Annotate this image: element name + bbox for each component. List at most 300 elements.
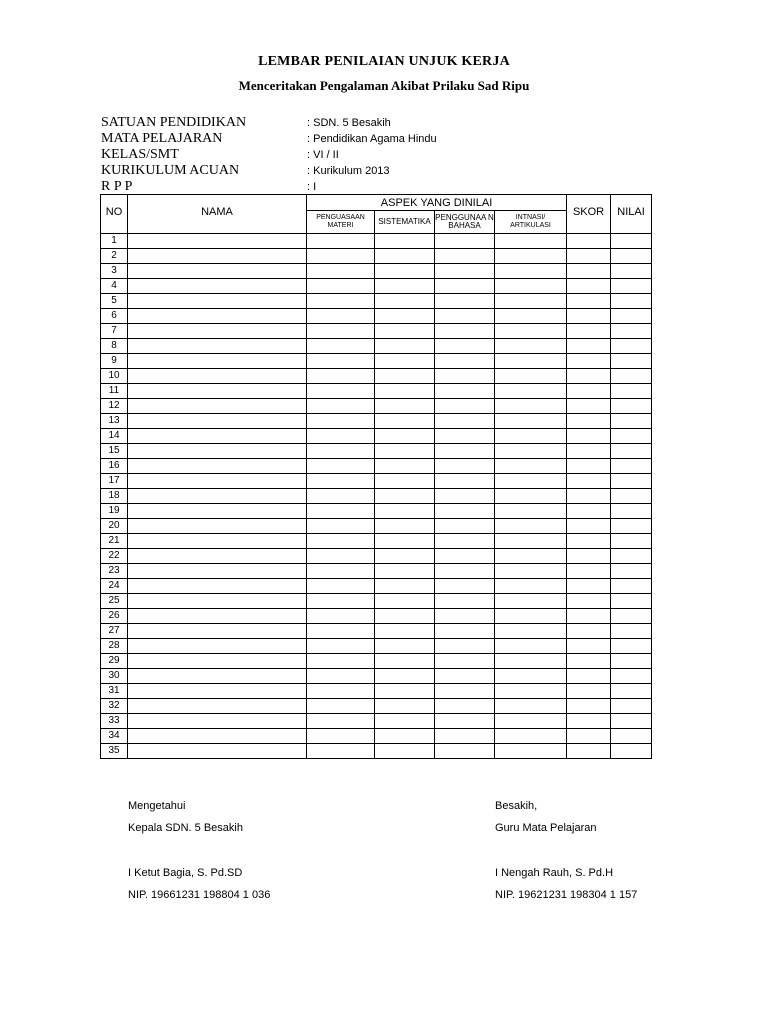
- cell-artikulasi[interactable]: [495, 384, 567, 399]
- cell-nilai[interactable]: [611, 489, 652, 504]
- cell-bahasa[interactable]: [435, 354, 495, 369]
- cell-skor[interactable]: [567, 279, 611, 294]
- cell-artikulasi[interactable]: [495, 324, 567, 339]
- cell-nama[interactable]: [128, 249, 307, 264]
- cell-skor[interactable]: [567, 384, 611, 399]
- cell-penguasaan[interactable]: [307, 684, 375, 699]
- cell-penguasaan[interactable]: [307, 534, 375, 549]
- cell-skor[interactable]: [567, 699, 611, 714]
- cell-nilai[interactable]: [611, 474, 652, 489]
- cell-nama[interactable]: [128, 489, 307, 504]
- header-skor: SKOR: [567, 195, 611, 234]
- cell-nilai[interactable]: [611, 264, 652, 279]
- cell-sistematika[interactable]: [375, 354, 435, 369]
- table-row: [101, 279, 652, 294]
- cell-nama[interactable]: [128, 459, 307, 474]
- signature-left: [128, 796, 270, 906]
- cell-nama[interactable]: [128, 744, 307, 759]
- cell-penguasaan[interactable]: [307, 504, 375, 519]
- cell-skor[interactable]: [567, 549, 611, 564]
- cell-skor[interactable]: [567, 669, 611, 684]
- cell-nama[interactable]: [128, 534, 307, 549]
- cell-penguasaan[interactable]: [307, 234, 375, 249]
- cell-nama[interactable]: [128, 384, 307, 399]
- table-row: [101, 609, 652, 624]
- info-label: KELAS/SMT: [101, 147, 179, 162]
- cell-penguasaan[interactable]: [307, 309, 375, 324]
- cell-skor[interactable]: [567, 624, 611, 639]
- cell-no: 22: [101, 549, 128, 564]
- cell-nilai[interactable]: [611, 609, 652, 624]
- cell-penguasaan[interactable]: [307, 279, 375, 294]
- cell-skor[interactable]: [567, 744, 611, 759]
- info-label: R P P: [101, 179, 133, 194]
- cell-nilai[interactable]: [611, 564, 652, 579]
- cell-artikulasi[interactable]: [495, 249, 567, 264]
- cell-nama[interactable]: [128, 594, 307, 609]
- cell-bahasa[interactable]: [435, 489, 495, 504]
- cell-nilai[interactable]: [611, 534, 652, 549]
- cell-penguasaan[interactable]: [307, 354, 375, 369]
- cell-sistematika[interactable]: [375, 594, 435, 609]
- cell-sistematika[interactable]: [375, 669, 435, 684]
- cell-nama[interactable]: [128, 339, 307, 354]
- cell-artikulasi[interactable]: [495, 444, 567, 459]
- cell-skor[interactable]: [567, 354, 611, 369]
- cell-bahasa[interactable]: [435, 669, 495, 684]
- cell-no: 12: [101, 399, 128, 414]
- cell-skor[interactable]: [567, 564, 611, 579]
- table-row: [101, 399, 652, 414]
- cell-no: 8: [101, 339, 128, 354]
- cell-nama[interactable]: [128, 609, 307, 624]
- cell-skor[interactable]: [567, 504, 611, 519]
- cell-sistematika[interactable]: [375, 729, 435, 744]
- cell-artikulasi[interactable]: [495, 594, 567, 609]
- cell-skor[interactable]: [567, 579, 611, 594]
- cell-nilai[interactable]: [611, 624, 652, 639]
- cell-artikulasi[interactable]: [495, 669, 567, 684]
- cell-no: 6: [101, 309, 128, 324]
- cell-skor[interactable]: [567, 489, 611, 504]
- cell-penguasaan[interactable]: [307, 384, 375, 399]
- table-row: [101, 324, 652, 339]
- info-value: : I: [307, 181, 317, 193]
- cell-penguasaan[interactable]: [307, 474, 375, 489]
- cell-penguasaan[interactable]: [307, 444, 375, 459]
- cell-penguasaan[interactable]: [307, 714, 375, 729]
- cell-bahasa[interactable]: [435, 609, 495, 624]
- cell-bahasa[interactable]: [435, 504, 495, 519]
- cell-bahasa[interactable]: [435, 294, 495, 309]
- cell-sistematika[interactable]: [375, 249, 435, 264]
- cell-bahasa[interactable]: [435, 684, 495, 699]
- cell-sistematika[interactable]: [375, 294, 435, 309]
- cell-bahasa[interactable]: [435, 474, 495, 489]
- cell-no: 3: [101, 264, 128, 279]
- cell-nilai[interactable]: [611, 429, 652, 444]
- cell-nama[interactable]: [128, 579, 307, 594]
- cell-artikulasi[interactable]: [495, 684, 567, 699]
- cell-nilai[interactable]: [611, 339, 652, 354]
- cell-nama[interactable]: [128, 324, 307, 339]
- cell-nama[interactable]: [128, 399, 307, 414]
- cell-penguasaan[interactable]: [307, 624, 375, 639]
- cell-sistematika[interactable]: [375, 654, 435, 669]
- table-row: [101, 669, 652, 684]
- cell-sistematika[interactable]: [375, 624, 435, 639]
- cell-nama[interactable]: [128, 669, 307, 684]
- cell-sistematika[interactable]: [375, 459, 435, 474]
- cell-skor[interactable]: [567, 264, 611, 279]
- cell-skor[interactable]: [567, 729, 611, 744]
- table-row: [101, 369, 652, 384]
- table-row: [101, 444, 652, 459]
- table-body: [101, 234, 652, 759]
- cell-sistematika[interactable]: [375, 699, 435, 714]
- cell-sistematika[interactable]: [375, 489, 435, 504]
- cell-sistematika[interactable]: [375, 684, 435, 699]
- cell-nama[interactable]: [128, 549, 307, 564]
- cell-nilai[interactable]: [611, 594, 652, 609]
- cell-nilai[interactable]: [611, 444, 652, 459]
- cell-sistematika[interactable]: [375, 264, 435, 279]
- cell-bahasa[interactable]: [435, 519, 495, 534]
- cell-nama[interactable]: [128, 639, 307, 654]
- table-row: [101, 474, 652, 489]
- cell-sistematika[interactable]: [375, 549, 435, 564]
- cell-bahasa[interactable]: [435, 459, 495, 474]
- cell-artikulasi[interactable]: [495, 474, 567, 489]
- cell-penguasaan[interactable]: [307, 294, 375, 309]
- cell-nilai[interactable]: [611, 549, 652, 564]
- cell-skor[interactable]: [567, 594, 611, 609]
- cell-skor[interactable]: [567, 309, 611, 324]
- cell-bahasa[interactable]: [435, 639, 495, 654]
- cell-skor[interactable]: [567, 324, 611, 339]
- cell-skor[interactable]: [567, 714, 611, 729]
- cell-penguasaan[interactable]: [307, 594, 375, 609]
- cell-artikulasi[interactable]: [495, 294, 567, 309]
- cell-skor[interactable]: [567, 294, 611, 309]
- cell-skor[interactable]: [567, 519, 611, 534]
- cell-nama[interactable]: [128, 444, 307, 459]
- cell-bahasa[interactable]: [435, 264, 495, 279]
- cell-skor[interactable]: [567, 654, 611, 669]
- cell-nama[interactable]: [128, 729, 307, 744]
- table-row: [101, 684, 652, 699]
- cell-nama[interactable]: [128, 624, 307, 639]
- cell-sistematika[interactable]: [375, 324, 435, 339]
- table-row: [101, 414, 652, 429]
- cell-nilai[interactable]: [611, 249, 652, 264]
- cell-nilai[interactable]: [611, 729, 652, 744]
- cell-bahasa[interactable]: [435, 594, 495, 609]
- cell-penguasaan[interactable]: [307, 564, 375, 579]
- cell-nilai[interactable]: [611, 699, 652, 714]
- cell-no: 21: [101, 534, 128, 549]
- cell-bahasa[interactable]: [435, 339, 495, 354]
- cell-artikulasi[interactable]: [495, 639, 567, 654]
- cell-penguasaan[interactable]: [307, 414, 375, 429]
- cell-no: 20: [101, 519, 128, 534]
- cell-artikulasi[interactable]: [495, 504, 567, 519]
- cell-nama[interactable]: [128, 414, 307, 429]
- cell-artikulasi[interactable]: [495, 624, 567, 639]
- cell-bahasa[interactable]: [435, 369, 495, 384]
- cell-nama[interactable]: [128, 294, 307, 309]
- cell-penguasaan[interactable]: [307, 249, 375, 264]
- cell-penguasaan[interactable]: [307, 609, 375, 624]
- cell-artikulasi[interactable]: [495, 729, 567, 744]
- cell-no: 10: [101, 369, 128, 384]
- cell-bahasa[interactable]: [435, 579, 495, 594]
- cell-bahasa[interactable]: [435, 309, 495, 324]
- cell-sistematika[interactable]: [375, 414, 435, 429]
- signature-left-line1: Mengetahui: [128, 800, 186, 812]
- cell-penguasaan[interactable]: [307, 549, 375, 564]
- cell-artikulasi[interactable]: [495, 264, 567, 279]
- table-row: [101, 309, 652, 324]
- cell-artikulasi[interactable]: [495, 309, 567, 324]
- cell-nilai[interactable]: [611, 414, 652, 429]
- cell-bahasa[interactable]: [435, 534, 495, 549]
- cell-artikulasi[interactable]: [495, 744, 567, 759]
- signature-left-line2: Kepala SDN. 5 Besakih: [128, 821, 243, 834]
- cell-nama[interactable]: [128, 519, 307, 534]
- table-row: [101, 564, 652, 579]
- cell-artikulasi[interactable]: [495, 549, 567, 564]
- cell-skor[interactable]: [567, 414, 611, 429]
- cell-skor[interactable]: [567, 339, 611, 354]
- cell-nama[interactable]: [128, 234, 307, 249]
- cell-sistematika[interactable]: [375, 444, 435, 459]
- cell-artikulasi[interactable]: [495, 489, 567, 504]
- cell-skor[interactable]: [567, 609, 611, 624]
- cell-nama[interactable]: [128, 699, 307, 714]
- cell-nama[interactable]: [128, 684, 307, 699]
- cell-penguasaan[interactable]: [307, 579, 375, 594]
- cell-bahasa[interactable]: [435, 714, 495, 729]
- table-row: [101, 579, 652, 594]
- cell-artikulasi[interactable]: [495, 414, 567, 429]
- cell-penguasaan[interactable]: [307, 729, 375, 744]
- cell-nama[interactable]: [128, 714, 307, 729]
- cell-sistematika[interactable]: [375, 369, 435, 384]
- cell-nilai[interactable]: [611, 744, 652, 759]
- cell-skor[interactable]: [567, 534, 611, 549]
- cell-artikulasi[interactable]: [495, 699, 567, 714]
- cell-sistematika[interactable]: [375, 714, 435, 729]
- cell-nilai[interactable]: [611, 459, 652, 474]
- cell-no: 1: [101, 234, 128, 249]
- cell-nilai[interactable]: [611, 354, 652, 369]
- cell-sistematika[interactable]: [375, 519, 435, 534]
- cell-sistematika[interactable]: [375, 474, 435, 489]
- cell-bahasa[interactable]: [435, 234, 495, 249]
- cell-artikulasi[interactable]: [495, 399, 567, 414]
- cell-nilai[interactable]: [611, 654, 652, 669]
- cell-bahasa[interactable]: [435, 654, 495, 669]
- cell-no: 2: [101, 249, 128, 264]
- cell-artikulasi[interactable]: [495, 369, 567, 384]
- cell-penguasaan[interactable]: [307, 399, 375, 414]
- cell-no: 34: [101, 729, 128, 744]
- cell-nama[interactable]: [128, 309, 307, 324]
- cell-penguasaan[interactable]: [307, 369, 375, 384]
- cell-sistematika[interactable]: [375, 579, 435, 594]
- cell-skor[interactable]: [567, 234, 611, 249]
- cell-skor[interactable]: [567, 369, 611, 384]
- cell-bahasa[interactable]: [435, 699, 495, 714]
- cell-bahasa[interactable]: [435, 279, 495, 294]
- cell-bahasa[interactable]: [435, 729, 495, 744]
- cell-bahasa[interactable]: [435, 384, 495, 399]
- cell-skor[interactable]: [567, 399, 611, 414]
- cell-sistematika[interactable]: [375, 564, 435, 579]
- cell-penguasaan[interactable]: [307, 324, 375, 339]
- cell-sistematika[interactable]: [375, 504, 435, 519]
- cell-nilai[interactable]: [611, 714, 652, 729]
- cell-artikulasi[interactable]: [495, 429, 567, 444]
- cell-penguasaan[interactable]: [307, 639, 375, 654]
- cell-sistematika[interactable]: [375, 279, 435, 294]
- cell-sistematika[interactable]: [375, 384, 435, 399]
- cell-penguasaan[interactable]: [307, 339, 375, 354]
- table-row: [101, 249, 652, 264]
- table-row: [101, 624, 652, 639]
- cell-nama[interactable]: [128, 654, 307, 669]
- cell-sistematika[interactable]: [375, 399, 435, 414]
- cell-nilai[interactable]: [611, 234, 652, 249]
- document-title: LEMBAR PENILAIAN UNJUK KERJA: [258, 54, 510, 69]
- cell-penguasaan[interactable]: [307, 744, 375, 759]
- cell-no: 11: [101, 384, 128, 399]
- cell-bahasa[interactable]: [435, 399, 495, 414]
- cell-nilai[interactable]: [611, 309, 652, 324]
- cell-sistematika[interactable]: [375, 234, 435, 249]
- cell-artikulasi[interactable]: [495, 234, 567, 249]
- cell-bahasa[interactable]: [435, 744, 495, 759]
- cell-nilai[interactable]: [611, 639, 652, 654]
- cell-penguasaan[interactable]: [307, 654, 375, 669]
- cell-nilai[interactable]: [611, 399, 652, 414]
- cell-nama[interactable]: [128, 264, 307, 279]
- cell-sistematika[interactable]: [375, 744, 435, 759]
- assessment-table: [100, 194, 652, 759]
- cell-skor[interactable]: [567, 249, 611, 264]
- cell-sistematika[interactable]: [375, 339, 435, 354]
- cell-sistematika[interactable]: [375, 534, 435, 549]
- cell-bahasa[interactable]: [435, 249, 495, 264]
- cell-penguasaan[interactable]: [307, 429, 375, 444]
- cell-bahasa[interactable]: [435, 564, 495, 579]
- header-sistematika: SISTEMATIKA: [375, 211, 435, 234]
- cell-penguasaan[interactable]: [307, 669, 375, 684]
- cell-nilai[interactable]: [611, 669, 652, 684]
- cell-bahasa[interactable]: [435, 324, 495, 339]
- cell-penguasaan[interactable]: [307, 489, 375, 504]
- cell-skor[interactable]: [567, 444, 611, 459]
- cell-no: 24: [101, 579, 128, 594]
- cell-nama[interactable]: [128, 504, 307, 519]
- cell-no: 17: [101, 474, 128, 489]
- cell-nama[interactable]: [128, 279, 307, 294]
- signature-left-nip: NIP. 19661231 198804 1 036: [128, 888, 271, 901]
- table-row: [101, 744, 652, 759]
- cell-nilai[interactable]: [611, 279, 652, 294]
- cell-artikulasi[interactable]: [495, 279, 567, 294]
- cell-skor[interactable]: [567, 474, 611, 489]
- cell-no: 9: [101, 354, 128, 369]
- cell-nilai[interactable]: [611, 369, 652, 384]
- cell-artikulasi[interactable]: [495, 459, 567, 474]
- cell-nilai[interactable]: [611, 504, 652, 519]
- cell-skor[interactable]: [567, 639, 611, 654]
- cell-nama[interactable]: [128, 474, 307, 489]
- cell-nama[interactable]: [128, 354, 307, 369]
- cell-no: 18: [101, 489, 128, 504]
- cell-nilai[interactable]: [611, 384, 652, 399]
- header-aspek: ASPEK YANG DINILAI: [307, 195, 567, 211]
- cell-artikulasi[interactable]: [495, 714, 567, 729]
- cell-nama[interactable]: [128, 564, 307, 579]
- cell-no: 25: [101, 594, 128, 609]
- table-row: [101, 429, 652, 444]
- table-row: [101, 384, 652, 399]
- cell-penguasaan[interactable]: [307, 264, 375, 279]
- header-no: NO: [101, 195, 128, 234]
- cell-bahasa[interactable]: [435, 444, 495, 459]
- cell-artikulasi[interactable]: [495, 564, 567, 579]
- cell-nilai[interactable]: [611, 684, 652, 699]
- cell-artikulasi[interactable]: [495, 534, 567, 549]
- cell-artikulasi[interactable]: [495, 579, 567, 594]
- signature-right: [495, 796, 637, 906]
- cell-sistematika[interactable]: [375, 309, 435, 324]
- cell-sistematika[interactable]: [375, 639, 435, 654]
- header-nilai: NILAI: [611, 195, 652, 234]
- table-row: [101, 639, 652, 654]
- cell-artikulasi[interactable]: [495, 654, 567, 669]
- cell-skor[interactable]: [567, 684, 611, 699]
- cell-bahasa[interactable]: [435, 624, 495, 639]
- cell-penguasaan[interactable]: [307, 699, 375, 714]
- cell-nilai[interactable]: [611, 324, 652, 339]
- cell-sistematika[interactable]: [375, 609, 435, 624]
- cell-nilai[interactable]: [611, 519, 652, 534]
- cell-penguasaan[interactable]: [307, 519, 375, 534]
- cell-nama[interactable]: [128, 369, 307, 384]
- cell-artikulasi[interactable]: [495, 519, 567, 534]
- cell-sistematika[interactable]: [375, 429, 435, 444]
- header-nama: NAMA: [128, 195, 307, 234]
- cell-no: 29: [101, 654, 128, 669]
- cell-penguasaan[interactable]: [307, 459, 375, 474]
- cell-bahasa[interactable]: [435, 414, 495, 429]
- cell-bahasa[interactable]: [435, 429, 495, 444]
- cell-nama[interactable]: [128, 429, 307, 444]
- cell-nilai[interactable]: [611, 294, 652, 309]
- cell-skor[interactable]: [567, 429, 611, 444]
- cell-nilai[interactable]: [611, 579, 652, 594]
- cell-no: 26: [101, 609, 128, 624]
- cell-artikulasi[interactable]: [495, 609, 567, 624]
- cell-bahasa[interactable]: [435, 549, 495, 564]
- cell-artikulasi[interactable]: [495, 354, 567, 369]
- cell-artikulasi[interactable]: [495, 339, 567, 354]
- cell-skor[interactable]: [567, 459, 611, 474]
